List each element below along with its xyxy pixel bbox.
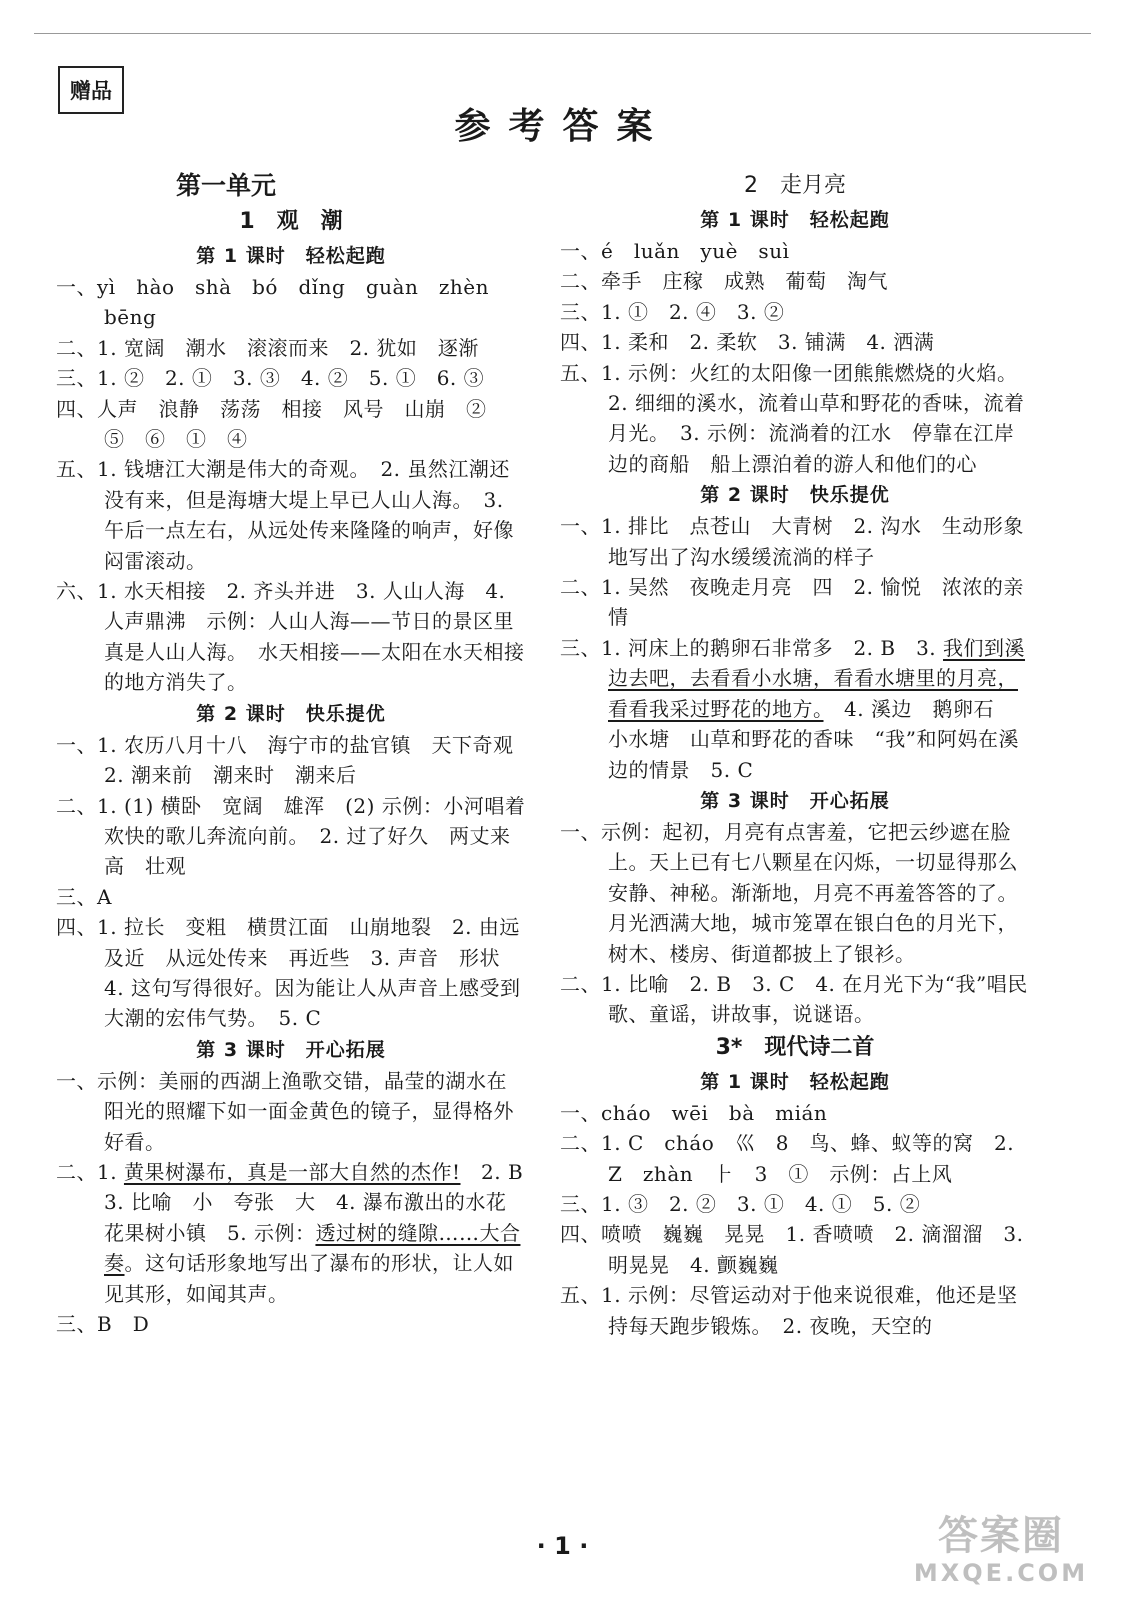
- period-title: 第 2 课时 快乐提优: [196, 702, 386, 725]
- answer-item: 二、1. 比喻 2. B 3. C 4. 在月光下为“我”唱民歌、童谣，讲故事，说谜语。: [560, 971, 1028, 1027]
- period-title: 第 3 课时 开心拓展: [196, 1038, 386, 1061]
- underlined-answer: 透过树的缝隙……大合奏: [104, 1220, 521, 1276]
- underlined-answer: 我们到溪边去吧，去看看小水塘，看看水塘里的月亮，看看我采过野花的地方。: [608, 635, 1026, 721]
- gift-badge: 赠品: [58, 66, 124, 114]
- answer-item: 六、1. 水天相接 2. 齐头并进 3. 人山人海 4. 人声鼎沸 示例：人山人海——节日的景区里真是人山人海。 水天相接——太阳在水天相接的地方消失了。: [56, 579, 525, 695]
- answer-item: 一、1. 农历八月十八 海宁市的盐官镇 天下奇观 2. 潮来前 潮来时 潮来后: [56, 732, 534, 788]
- lesson-title: 3* 现代诗二首: [715, 1034, 875, 1060]
- answer-item: 三、1. ① 2. ④ 3. ②: [560, 299, 785, 324]
- answer-item: 二、1. C cháo 巛 8 鸟、蜂、蚁等的窝 2. Z zhàn ⺊ 3 ① 示例：占上风: [560, 1131, 1021, 1186]
- period-title: 第 2 课时 快乐提优: [700, 484, 890, 507]
- answer-item: 二、1. 吴然 夜晚走月亮 四 2. 愉悦 浓浓的亲情: [560, 575, 1024, 630]
- page-number: · 1 ·: [536, 1532, 589, 1560]
- answer-item: 四、喷喷 巍巍 晃晃 1. 香喷喷 2. 滴溜溜 3. 明晃晃 4. 颤巍巍: [560, 1222, 1031, 1277]
- page-title: 参考答案: [454, 106, 671, 147]
- right-column: [560, 168, 1030, 1341]
- period-title: 第 3 课时 开心拓展: [700, 789, 890, 812]
- answer-item: 二、牵手 庄稼 成熟 葡萄 淘气: [560, 269, 888, 294]
- answer-item: 三、B D: [56, 1312, 150, 1336]
- answer-item: 三、1. ③ 2. ② 3. ① 4. ① 5. ②: [560, 1191, 921, 1216]
- answer-item: 五、1. 示例：尽管运动对于他来说很难，他还是坚持每天跑步锻炼。 2. 夜晚，天空的: [560, 1283, 1018, 1338]
- answer-text: 三、1. 河床上的鹅卵石非常多 2. B 3.: [560, 635, 944, 660]
- answer-item: 二、1. (1) 横卧 宽阔 雄浑 (2) 示例：小河唱着欢快的歌儿奔流向前。 2. 过了好久 两丈来高 壮观: [56, 793, 526, 879]
- answer-item: 五、1. 示例：火红的太阳像一团熊熊燃烧的火焰。 2. 细细的溪水，流着山草和野花的香味，流着月光。 3. 示例：流淌着的江水 停靠在江岸边的商船 船上漂泊着的游人和他们的心: [560, 360, 1028, 476]
- period-title: 第 1 课时 轻松起跑: [196, 245, 386, 267]
- answer-item: 一、yì hào shà bó dǐng guàn zhèn bēng: [56, 275, 510, 330]
- underlined-answer: 黄果树瀑布，真是一部大自然的杰作!: [123, 1159, 461, 1184]
- watermark-url: MXQE.COM: [913, 1559, 1089, 1587]
- answer-text: 2. B 3. 比喻 小 夸张 大 4. 瀑布激出的水花 花果树小镇 5. 示例：: [104, 1159, 544, 1245]
- answer-item: 四、1. 柔和 2. 柔软 3. 铺满 4. 洒满: [560, 330, 935, 355]
- answer-item: 二、1. 宽阔 潮水 滚滚而来 2. 犹如 逐渐: [56, 335, 479, 360]
- answer-item: 一、示例：美丽的西湖上渔歌交错，晶莹的湖水在阳光的照耀下如一面金黄色的镜子，显得格外好看。: [56, 1068, 514, 1154]
- period-title: 第 1 课时 轻松起跑: [700, 209, 890, 231]
- unit-title: 第一单元: [175, 171, 276, 200]
- answer-text: 4. 溪边 鹅卵石 小水塘 山草和野花的香味 “我”和阿妈在溪边的情景 5. C: [608, 696, 1019, 782]
- answer-item: 五、1. 钱塘江大潮是伟大的奇观。 2. 虽然江潮还没有来，但是海塘大堤上早已人山人海。 3. 午后一点左右，从远处传来隆隆的响声，好像闷雷滚动。: [56, 457, 514, 573]
- lesson-title: 1 观 潮: [239, 209, 343, 234]
- answer-item: 一、1. 排比 点苍山 大青树 2. 沟水 生动形象地写出了沟水缓缓流淌的样子: [560, 514, 1024, 569]
- answer-item: 三、1. ② 2. ① 3. ③ 4. ② 5. ① 6. ③: [56, 366, 485, 391]
- answer-item: 三、A: [56, 884, 112, 909]
- answer-item: [560, 633, 1030, 785]
- answer-item: 四、1. 拉长 变粗 横贯江面 山崩地裂 2. 由远及近 从远处传来 再近些 3. 声音 形状 4. 这句写得很好。因为能让人从声音上感受到大潮的宏伟气势。 5. C: [56, 915, 521, 1031]
- left-column: [56, 168, 544, 1339]
- answer-item: 一、示例：起初，月亮有点害羞，它把云纱遮在脸上。天上已有七八颗星在闪烁，一切显得那么安静、神秘。渐渐地，月亮不再羞答答的了。月光洒满大地，城市笼罩在银白色的月光下，树木、楼房、街道都披上了银衫。: [560, 819, 1018, 966]
- answer-text: 。这句话形象地写出了瀑布的形状，让人如见其形，如闻其声。: [104, 1251, 514, 1306]
- answer-text: 二、1.: [56, 1159, 124, 1184]
- answer-item: 一、é luǎn yuè suì: [560, 239, 790, 263]
- period-title: 第 1 课时 轻松起跑: [700, 1070, 890, 1093]
- watermark-logo: 答案圈: [938, 1513, 1064, 1559]
- answer-item: 一、cháo wēi bà mián: [560, 1100, 828, 1125]
- top-rule: [34, 33, 1091, 34]
- lesson-title: 2 走月亮: [744, 173, 846, 198]
- watermark: [901, 1512, 1101, 1586]
- answer-item: [56, 1157, 544, 1309]
- answer-item: 四、人声 浪静 荡荡 相接 风号 山崩 ② ⑤ ⑥ ① ④: [56, 396, 507, 452]
